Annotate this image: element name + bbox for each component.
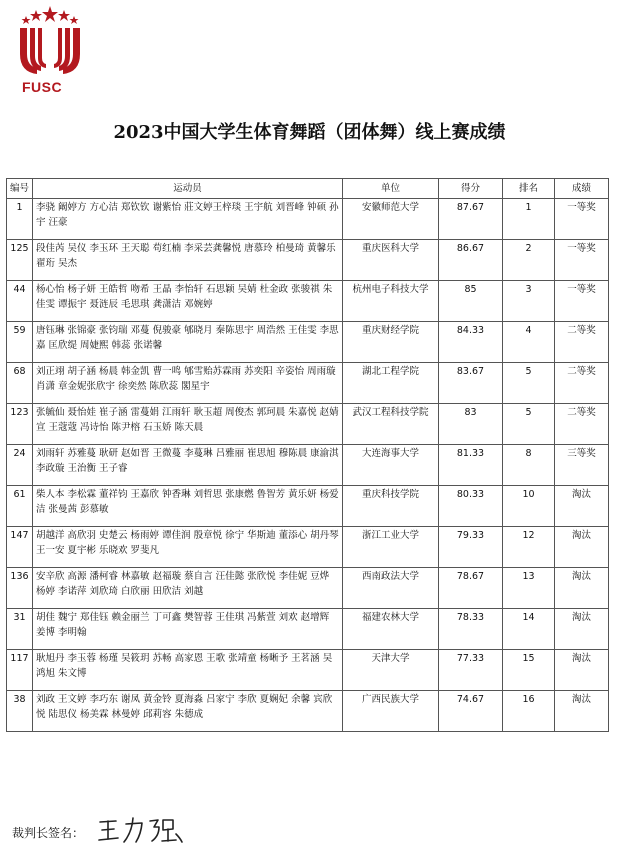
cell-rank: 8 (503, 445, 555, 486)
cell-athletes: 胡越洋 高欣羽 史楚云 杨雨婷 谭佳润 殷章悦 徐宁 华斯迪 董添心 胡丹琴 王一安 夏宇彬 乐晓欢 罗斐凡 (33, 527, 343, 568)
cell-result: 淘汰 (555, 691, 609, 732)
cell-score: 79.33 (439, 527, 503, 568)
cell-result: 淘汰 (555, 650, 609, 691)
cell-id: 31 (7, 609, 33, 650)
cell-score: 83.67 (439, 363, 503, 404)
cell-unit: 天津大学 (343, 650, 439, 691)
cell-id: 125 (7, 240, 33, 281)
cell-unit: 重庆科技学院 (343, 486, 439, 527)
cell-rank: 15 (503, 650, 555, 691)
cell-rank: 5 (503, 363, 555, 404)
cell-score: 86.67 (439, 240, 503, 281)
cell-id: 117 (7, 650, 33, 691)
table-row (7, 363, 609, 404)
cell-athletes: 耿旭丹 李玉蓉 杨瑾 吴筱玥 苏畅 高家恩 王歌 张靖童 杨晰予 王茗涵 吴鸿旭 朱文博 (33, 650, 343, 691)
cell-id: 24 (7, 445, 33, 486)
cell-athletes: 杨心怡 杨子妍 王皓哲 吻希 王晶 李怡轩 石思颖 吴婧 杜金政 张骏祺 朱佳雯 谭振宇 聂涟辰 毛思琪 龚潇洁 邓婉婷 (33, 281, 343, 322)
cell-result: 三等奖 (555, 445, 609, 486)
cell-id: 61 (7, 486, 33, 527)
cell-result: 二等奖 (555, 404, 609, 445)
fusc-logo (14, 4, 86, 96)
cell-rank: 12 (503, 527, 555, 568)
header-athletes: 运动员 (33, 179, 343, 199)
cell-unit: 重庆财经学院 (343, 322, 439, 363)
cell-athletes: 安辛欣 高源 潘柯睿 林嘉敏 赵福璇 蔡自言 汪佳懿 张欣悦 李佳妮 豆烨 杨婷 李诺萍 刘欣琦 白欣丽 田欣洁 刘越 (33, 568, 343, 609)
header-unit: 单位 (343, 179, 439, 199)
cell-id: 136 (7, 568, 33, 609)
cell-result: 淘汰 (555, 609, 609, 650)
cell-unit: 广西民族大学 (343, 691, 439, 732)
cell-unit: 安徽师范大学 (343, 199, 439, 240)
cell-score: 74.67 (439, 691, 503, 732)
cell-score: 78.67 (439, 568, 503, 609)
cell-score: 83 (439, 404, 503, 445)
table-row (7, 691, 609, 732)
cell-unit: 西南政法大学 (343, 568, 439, 609)
cell-rank: 2 (503, 240, 555, 281)
cell-rank: 16 (503, 691, 555, 732)
table-row (7, 322, 609, 363)
cell-athletes: 李骁 阚婷方 方心洁 郑钦钦 谢紫怡 莊文婷王梓琰 王宇航 刘晋峰 钟硕 孙宇 汪豪 (33, 199, 343, 240)
cell-unit: 杭州电子科技大学 (343, 281, 439, 322)
fusc-emblem-icon (14, 4, 86, 80)
cell-score: 78.33 (439, 609, 503, 650)
page-title: 2023中国大学生体育舞蹈（团体舞）线上赛成绩 (113, 122, 506, 143)
cell-athletes: 唐钰琳 张锦豪 张钧瑞 邓蔓 倪骏豪 郇晓月 秦陈思宇 周浩然 王佳雯 李思嘉 匡欣缇 周婕熙 韩蕊 张诺馨 (33, 322, 343, 363)
logo-text: FUSC (22, 79, 63, 95)
cell-unit: 福建农林大学 (343, 609, 439, 650)
table-row (7, 199, 609, 240)
cell-unit: 重庆医科大学 (343, 240, 439, 281)
cell-rank: 13 (503, 568, 555, 609)
cell-score: 87.67 (439, 199, 503, 240)
cell-athletes: 柴人本 李松霖 董祥钧 王嘉欣 钟香琳 刘哲思 张康燃 鲁智芳 黄乐妍 杨爱洁 张曼茜 彭慕敏 (33, 486, 343, 527)
results-table (6, 178, 609, 732)
cell-unit: 湖北工程学院 (343, 363, 439, 404)
cell-id: 147 (7, 527, 33, 568)
table-row (7, 568, 609, 609)
cell-athletes: 段佳芮 吴仪 李玉环 王天聪 苟红楠 李采芸龚馨悦 唐慕玲 柏曼琦 黄馨乐 翟珩 吴杰 (33, 240, 343, 281)
cell-rank: 5 (503, 404, 555, 445)
cell-id: 68 (7, 363, 33, 404)
table-row (7, 240, 609, 281)
cell-rank: 10 (503, 486, 555, 527)
cell-athletes: 刘政 王文婷 李巧东 谢凤 黄金铃 夏海淼 吕家宁 李欣 夏娴妃 余馨 宾欣悦 陆思仪 杨美霖 林曼婷 邱莉容 朱德成 (33, 691, 343, 732)
table-row (7, 609, 609, 650)
header-result: 成绩 (555, 179, 609, 199)
table-row (7, 281, 609, 322)
cell-unit: 浙江工业大学 (343, 527, 439, 568)
handwritten-signature-icon (96, 812, 186, 848)
cell-rank: 1 (503, 199, 555, 240)
cell-result: 一等奖 (555, 240, 609, 281)
header-rank: 排名 (503, 179, 555, 199)
cell-rank: 3 (503, 281, 555, 322)
cell-score: 84.33 (439, 322, 503, 363)
cell-score: 85 (439, 281, 503, 322)
cell-unit: 大连海事大学 (343, 445, 439, 486)
cell-score: 81.33 (439, 445, 503, 486)
chief-judge-signature (96, 812, 186, 852)
header-id: 编号 (7, 179, 33, 199)
cell-result: 二等奖 (555, 322, 609, 363)
cell-result: 淘汰 (555, 486, 609, 527)
cell-athletes: 刘正翊 胡子涵 杨晨 韩金凯 曹一鸣 郇雪贻苏霖雨 苏奕阳 辛姿怡 周雨璇 肖潇 章金妮张欣宇 徐奕然 陈欣蕊 閣星宇 (33, 363, 343, 404)
cell-score: 77.33 (439, 650, 503, 691)
cell-rank: 4 (503, 322, 555, 363)
table-row (7, 650, 609, 691)
signature-label: 裁判长签名： (12, 826, 85, 840)
cell-athletes: 刘雨轩 苏雅蔓 耿研 赵如晋 王微蔓 李蔓琳 吕雅丽 崔思旭 穆陈晨 康渝淇 李政璇 王治衡 王子睿 (33, 445, 343, 486)
cell-id: 59 (7, 322, 33, 363)
table-row (7, 445, 609, 486)
cell-id: 38 (7, 691, 33, 732)
cell-score: 80.33 (439, 486, 503, 527)
table-row (7, 527, 609, 568)
cell-result: 一等奖 (555, 281, 609, 322)
table-row (7, 404, 609, 445)
cell-athletes: 张毓仙 聂怡娃 崔子涵 雷蔓娟 江雨轩 耿玉超 周俊杰 郭珂晨 朱嘉悦 赵婧宣 王蔻蔻 冯诗怡 陈尹榕 石玉娇 陈天晨 (33, 404, 343, 445)
cell-result: 二等奖 (555, 363, 609, 404)
table-row (7, 486, 609, 527)
cell-id: 44 (7, 281, 33, 322)
cell-unit: 武汉工程科技学院 (343, 404, 439, 445)
cell-rank: 14 (503, 609, 555, 650)
header-score: 得分 (439, 179, 503, 199)
cell-id: 123 (7, 404, 33, 445)
cell-athletes: 胡佳 魏宁 郑佳钰 赖金丽兰 丁可鑫 樊智蓉 王佳琪 冯紫萱 刘欢 赵增辉 姜博 李明翰 (33, 609, 343, 650)
cell-result: 淘汰 (555, 568, 609, 609)
cell-result: 淘汰 (555, 527, 609, 568)
cell-id: 1 (7, 199, 33, 240)
table-header-row (7, 179, 609, 199)
cell-result: 一等奖 (555, 199, 609, 240)
